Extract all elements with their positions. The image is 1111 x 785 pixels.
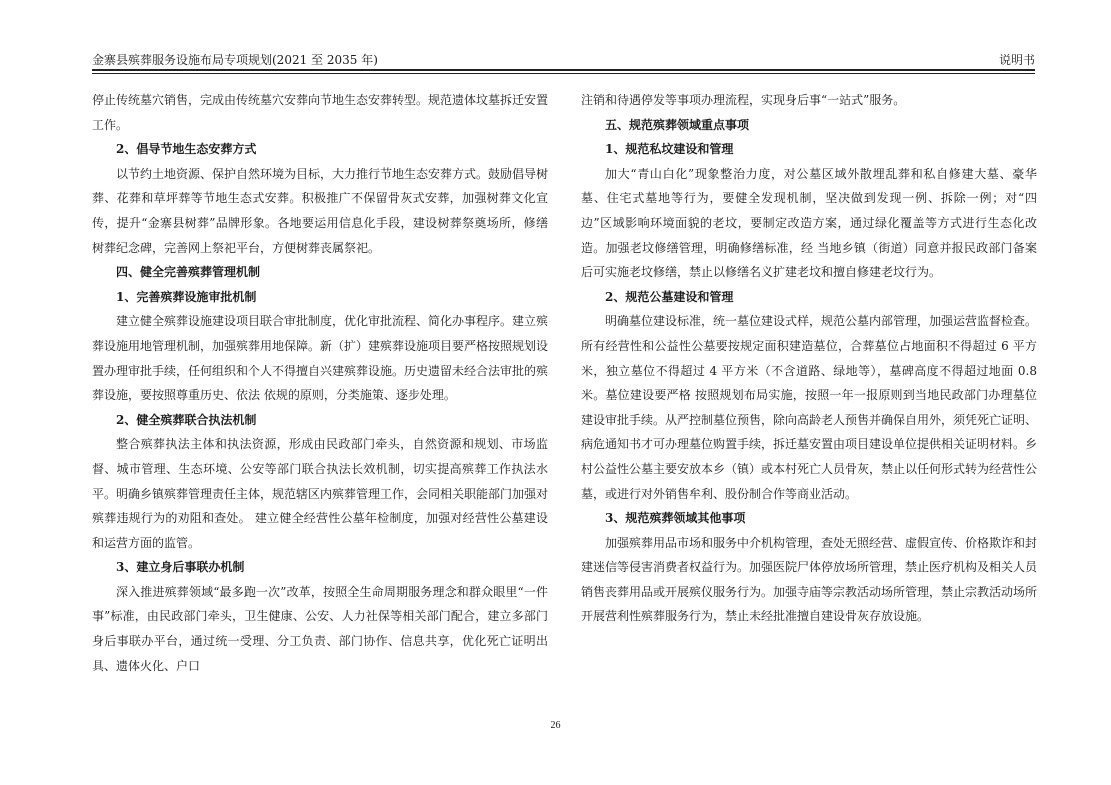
paragraph: 以节约土地资源、保护自然环境为目标，大力推行节地生态安葬方式。鼓励倡导树葬、花葬和草坪葬等节地生态式安葬。积极推广不保留骨灰式安葬，加强树葬文化宣传，提升“金寨县树葬”品牌形象。各地要运用信息化手段，建设树葬祭奠场所，修缮树葬纪念碑，完善网上祭祀平台，方便树葬丧属祭祀。 [92, 166, 549, 255]
page-header [92, 52, 1035, 70]
chapter-heading: 五、规范殡葬领域重点事项 [605, 117, 750, 132]
section-heading: 3、规范殡葬领域其他事项 [605, 511, 746, 526]
paragraph: 停止传统墓穴销售，完成由传统墓穴安葬向节地生态安葬转型。规范遗体坟墓拆迁安置工作。 [92, 93, 549, 132]
right-column [581, 88, 1037, 629]
left-column [92, 88, 548, 678]
header-rule-thin [92, 73, 1035, 74]
section-heading: 2、倡导节地生态安葬方式 [116, 142, 257, 157]
paragraph: 明确墓位建设标准，统一墓位建设式样，规范公墓内部管理，加强运营监督检查。所有经营性和公益性公墓要按规定面积建造墓位，合葬墓位占地面积不得超过 6 平方米，独立墓位不得超过 4 平方米（不含道路、绿地等），墓碑高度不得超过地面 0.8 米。墓位建设要严格 按照规划布局实施，按照一年一报原则到当地民政部门办理墓位建设审批手续。从严控制墓位预售，除向高龄老人预售并确保自用外，须凭死亡证明、病危通知书才可办理墓位购置手续，拆迁墓安置由项目建设单位提供相关证明材料。乡村公益性公墓主要安放本乡（镇）或本村死亡人员骨灰，禁止以任何形式转为经营性公墓，或进行对外销售牟利、股份制合作等商业活动。 [581, 314, 1038, 501]
paragraph: 整合殡葬执法主体和执法资源，形成由民政部门牵头，自然资源和规划、市场监督、城市管理、生态环境、公安等部门联合执法长效机制，切实提高殡葬工作执法水平。明确乡镇殡葬管理责任主体，规范辖区内殡葬管理工作，会同相关职能部门加强对殡葬违规行为的劝阻和查处。 建立健全经营性公墓年检制度，加强对经营性公墓建设和运营方面的监管。 [92, 437, 549, 550]
section-heading: 2、健全殡葬联合执法机制 [116, 412, 257, 427]
header-rule-thick [92, 69, 1035, 71]
paragraph: 加强殡葬用品市场和服务中介机构管理，查处无照经营、虚假宣传、价格欺诈和封建迷信等侵害消费者权益行为。加强医院尸体停放场所管理，禁止医疗机构及相关人员销售丧葬用品或开展殡仪服务行为。加强寺庙等宗教活动场所管理，禁止宗教活动场所开展营利性殡葬服务行为，禁止未经批准擅自建设骨灰存放设施。 [581, 535, 1038, 624]
section-heading: 1、完善殡葬设施审批机制 [116, 289, 257, 304]
paragraph: 建立健全殡葬设施建设项目联合审批制度，优化审批流程、简化办事程序。建立殡葬设施用地管理机制，加强殡葬用地保障。新（扩）建殡葬设施项目要严格按照规划设置办理审批手续，任何组织和个人不得擅自兴建殡葬设施。历史遗留未经合法审批的殡葬设施，要按照尊重历史、依法 依规的原则，分类施策、逐步处理。 [92, 314, 549, 403]
paragraph: 加大“青山白化”现象整治力度，对公墓区域外散埋乱葬和私自修建大墓、豪华墓、住宅式墓地等行为，要健全发现机制，坚决做到发现一例、拆除一例；对“四边”区域影响环境面貌的老坟，要制定改造方案，通过绿化覆盖等方式进行生态化改造。加强老坟修缮管理，明确修缮标准，经 当地乡镇（街道）同意并报民政部门备案后可实施老坟修缮，禁止以修缮名义扩建老坟和擅自修建老坟行为。 [581, 166, 1037, 280]
section-heading: 2、规范公墓建设和管理 [605, 289, 734, 304]
paragraph: 注销和待遇停发等事项办理流程，实现身后事“一站式”服务。 [581, 93, 906, 107]
paragraph: 深入推进殡葬领域“最多跑一次”改革，按照全生命周期服务理念和群众眼里“一件事”标准，由民政部门牵头，卫生健康、公安、人力社保等相关部门配合，建立多部门身后事联办平台，通过统一受理、分工负责、部门协作、信息共享，优化死亡证明出具、遗体火化、户口 [92, 584, 548, 673]
page-number: 26 [550, 720, 561, 731]
chapter-heading: 四、健全完善殡葬管理机制 [116, 265, 261, 280]
section-heading: 3、建立身后事联办机制 [116, 560, 245, 575]
document-type-label: 说明书 [998, 53, 1035, 67]
document-title: 金寨县殡葬服务设施布局专项规划(2021 至 2035 年) [92, 53, 378, 67]
section-heading: 1、规范私坟建设和管理 [605, 142, 734, 157]
